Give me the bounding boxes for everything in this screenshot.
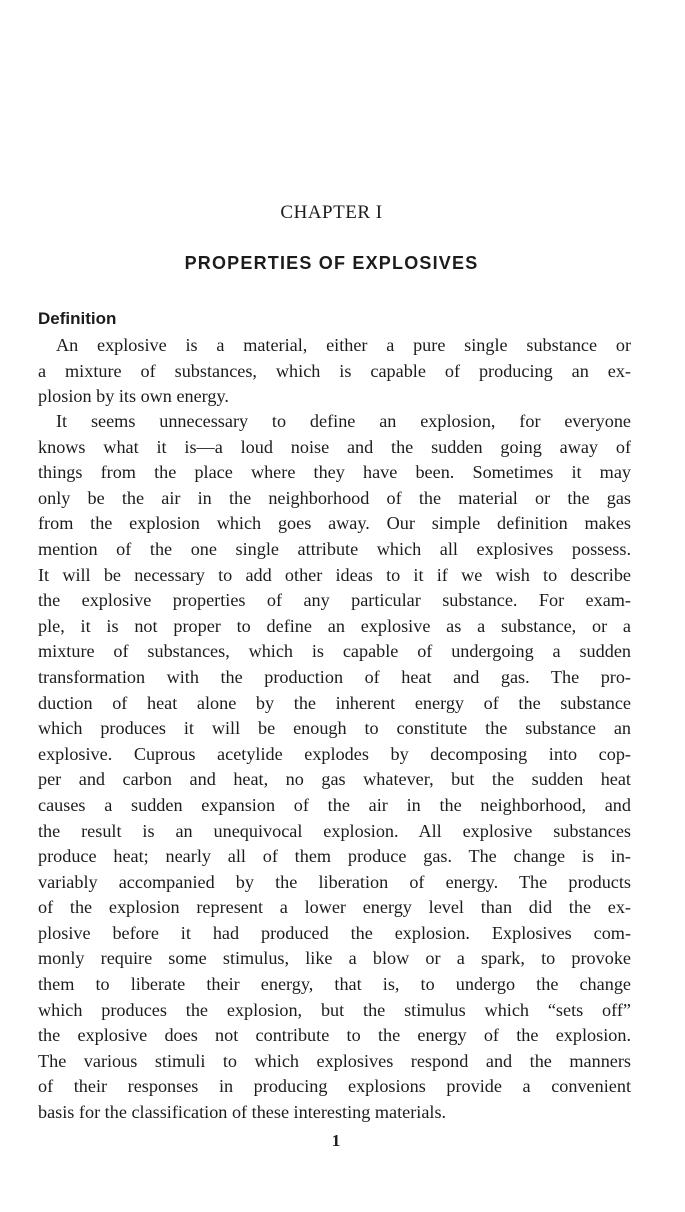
text-line: It will be necessary to add other ideas to it if we wish to describe (38, 564, 631, 585)
text-line: It seems unnecessary to define an explosion, for everyone (56, 411, 631, 431)
text-line: An explosive is a material, either a pure single substance or (56, 335, 631, 355)
text-line: transformation with the production of heat and gas. The pro- (38, 666, 631, 687)
text-line: ple, it is not proper to define an explosive as a substance, or a (38, 615, 631, 636)
text-line: explosive. Cuprous acetylide explodes by decomposing into cop- (38, 743, 631, 764)
text-line: mixture of substances, which is capable of undergoing a sudden (38, 641, 631, 662)
text-line: which produces it will be enough to constitute the substance an (38, 718, 631, 739)
text-line: of their responses in producing explosions provide a convenient (38, 1076, 631, 1097)
text-line: which produces the explosion, but the stimulus which “sets off” (38, 999, 631, 1020)
text-line: plosive before it had produced the explosion. Explosives com- (38, 922, 631, 943)
text-line: basis for the classification of these interesting materials. (38, 1102, 447, 1123)
text-line: mention of the one single attribute which all explosives possess. (38, 538, 631, 559)
text-line: duction of heat alone by the inherent energy of the substance (38, 692, 631, 713)
text-line: from the explosion which goes away. Our simple definition makes (38, 513, 631, 534)
paragraph-1 (38, 333, 631, 410)
text-line: produce heat; nearly all of them produce gas. The change is in- (38, 846, 631, 867)
text-line: things from the place where they have been. Sometimes it may (38, 462, 631, 483)
text-line: The various stimuli to which explosives respond and the manners (38, 1050, 631, 1071)
text-line: causes a sudden expansion of the air in the neighborhood, and (38, 794, 631, 815)
text-line: them to liberate their energy, that is, to undergo the change (38, 974, 631, 995)
text-line: monly require some stimulus, like a blow or a spark, to provoke (38, 948, 631, 969)
text-line: the explosive properties of any particular substance. For exam- (38, 590, 631, 611)
text-line: plosion by its own energy. (38, 386, 229, 407)
page-number: 1 (331, 1131, 341, 1150)
chapter-number: CHAPTER I (280, 202, 383, 223)
text-line: knows what it is—a loud noise and the sudden going away of (38, 436, 631, 457)
text-line: of the explosion represent a lower energy level than did the ex- (38, 897, 631, 918)
text-line: the result is an unequivocal explosion. All explosive substances (38, 820, 631, 841)
text-line: per and carbon and heat, no gas whatever, but the sudden heat (38, 769, 631, 790)
text-line: variably accompanied by the liberation of energy. The products (38, 871, 631, 892)
text-line: only be the air in the neighborhood of the material or the gas (38, 487, 631, 508)
text-line: the explosive does not contribute to the energy of the explosion. (38, 1025, 631, 1046)
text-line: a mixture of substances, which is capable of producing an ex- (38, 360, 631, 381)
paragraph-2 (38, 409, 631, 1126)
chapter-title: PROPERTIES OF EXPLOSIVES (184, 253, 479, 273)
section-heading: Definition (38, 309, 117, 328)
